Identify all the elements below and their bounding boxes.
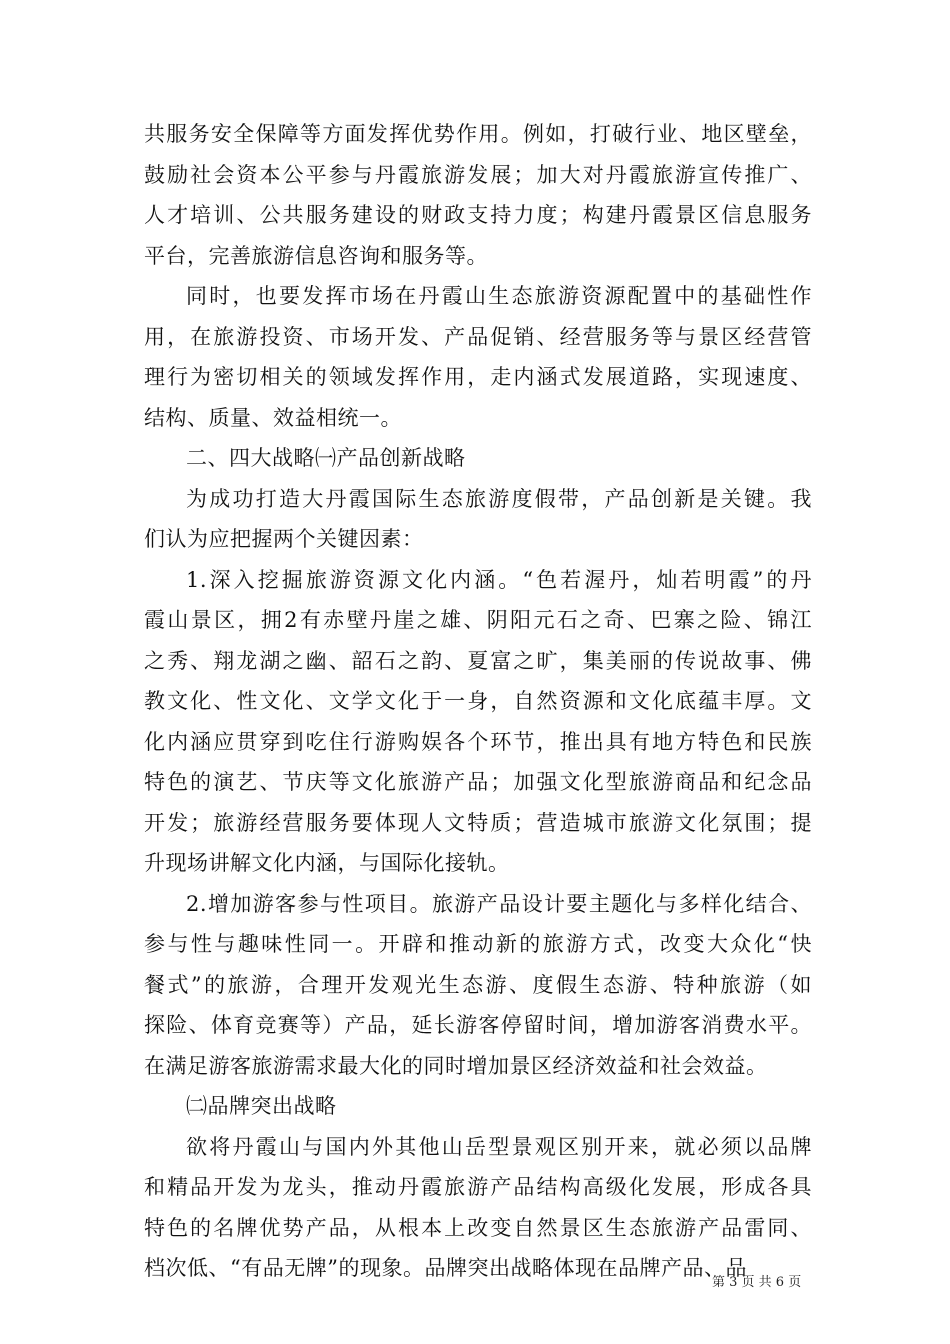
paragraph [144, 884, 812, 1087]
text-line: 教文化、性文化、文学文化于一身，自然资源和文化底蕴丰厚。文 [144, 689, 812, 713]
text-line: 们认为应把握两个关键因素： [144, 527, 424, 551]
text-line: 特色的演艺、节庆等文化旅游产品；加强文化型旅游商品和纪念品 [144, 770, 812, 794]
text-line: 欲将丹霞山与国内外其他山岳型景观区别开来，就必须以品牌 [186, 1134, 812, 1159]
text-line: ㈡品牌突出战略 [186, 1094, 337, 1118]
text-line: 用，在旅游投资、市场开发、产品促销、经营服务等与景区经营管 [144, 324, 812, 349]
text-line: 鼓励社会资本公平参与丹霞旅游发展；加大对丹霞旅游宣传推广、 [144, 162, 812, 187]
text-line: 二、四大战略㈠产品创新战略 [186, 446, 466, 470]
text-line: 和精品开发为龙头，推动丹霞旅游产品结构高级化发展，形成各具 [144, 1175, 812, 1199]
text-line: 参与性与趣味性同一。开辟和推动新的旅游方式，改变大众化“快 [144, 932, 812, 956]
paragraph [144, 560, 812, 884]
text-line: 升现场讲解文化内涵，与国际化接轨。 [144, 851, 510, 875]
text-line: 之秀、翔龙湖之幽、韶石之韵、夏富之旷，集美丽的传说故事、佛 [144, 648, 812, 673]
paragraph [144, 479, 812, 560]
text-line: 餐式”的旅游，合理开发观光生态游、度假生态游、特种旅游（如 [144, 972, 812, 997]
text-line: 2.增加游客参与性项目。旅游产品设计要主题化与多样化结合、 [186, 891, 812, 916]
text-line: 同时，也要发挥市场在丹霞山生态旅游资源配置中的基础性作 [186, 284, 812, 308]
text-line: 霞山景区，拥2有赤壁丹崖之雄、阴阳元石之奇、巴寨之险、锦江 [144, 608, 812, 632]
text-line: 共服务安全保障等方面发挥优势作用。例如，打破行业、地区壁垒， [144, 122, 812, 146]
document-body [144, 114, 812, 1289]
paragraph [144, 438, 812, 479]
paragraph [144, 276, 812, 438]
text-line: 为成功打造大丹霞国际生态旅游度假带，产品创新是关键。我 [186, 486, 812, 511]
paragraph [144, 114, 812, 276]
page-number-footer: 第 3 页 共 6 页 [712, 1275, 802, 1290]
text-line: 理行为密切相关的领域发挥作用，走内涵式发展道路，实现速度、 [144, 365, 812, 389]
text-line: 档次低、“有品无牌”的现象。品牌突出战略体现在品牌产品、品 [144, 1256, 747, 1280]
text-line: 特色的名牌优势产品，从根本上改变自然景区生态旅游产品雷同、 [144, 1215, 812, 1240]
paragraph [144, 1127, 812, 1289]
text-line: 化内涵应贯穿到吃住行游购娱各个环节，推出具有地方特色和民族 [144, 729, 812, 754]
text-line: 开发；旅游经营服务要体现人文特质；营造城市旅游文化氛围；提 [144, 810, 812, 835]
text-line: 1.深入挖掘旅游资源文化内涵。“色若渥丹，灿若明霞”的丹 [186, 567, 812, 592]
text-line: 人才培训、公共服务建设的财政支持力度；构建丹霞景区信息服务 [144, 203, 812, 227]
text-line: 结构、质量、效益相统一。 [144, 405, 402, 430]
text-line: 在满足游客旅游需求最大化的同时增加景区经济效益和社会效益。 [144, 1053, 768, 1078]
paragraph [144, 1086, 812, 1127]
text-line: 平台，完善旅游信息咨询和服务等。 [144, 243, 488, 268]
text-line: 探险、体育竞赛等）产品，延长游客停留时间，增加游客消费水平。 [144, 1013, 812, 1037]
